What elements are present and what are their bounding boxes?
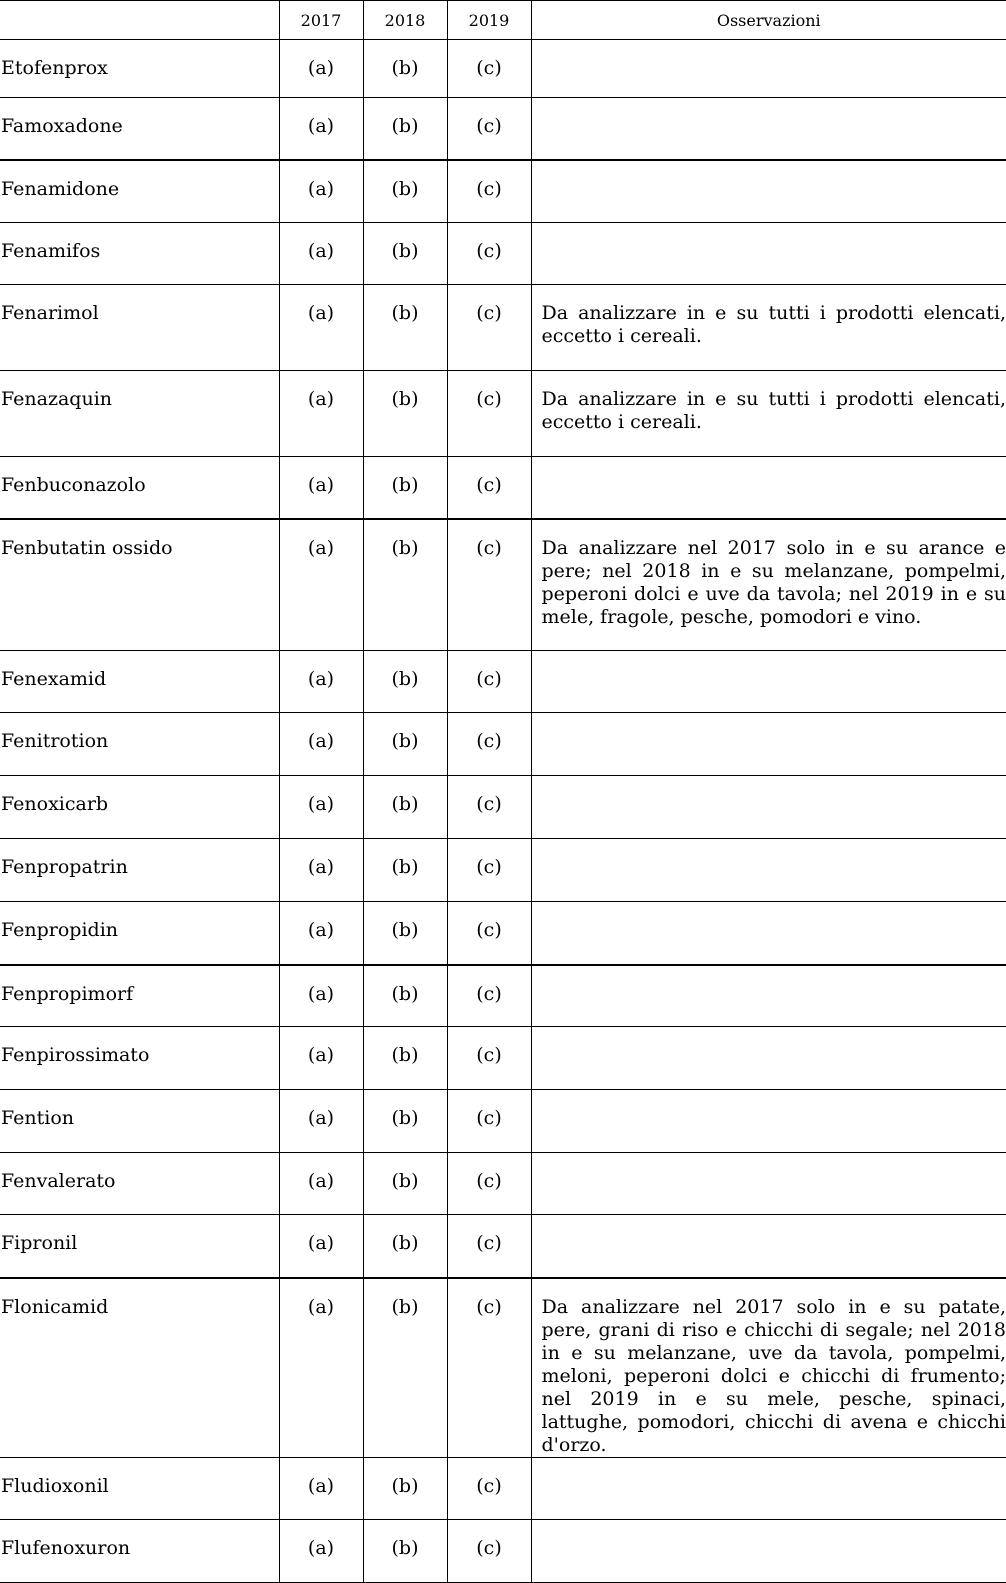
- observation-text: Da analizzare in e su tutti i prodotti elencati, eccetto i cereali.: [531, 285, 1006, 371]
- value-2018: (b): [363, 40, 447, 98]
- substance-name: Fention: [0, 1090, 279, 1153]
- value-2019: (c): [447, 160, 531, 223]
- observation-text: [531, 965, 1006, 1027]
- table-row: [0, 965, 1006, 1027]
- value-2018: (b): [363, 1153, 447, 1215]
- table-row: [0, 457, 1006, 519]
- value-2018: (b): [363, 371, 447, 457]
- value-2019: (c): [447, 40, 531, 98]
- value-2019: (c): [447, 1027, 531, 1090]
- substance-name: Fipronil: [0, 1215, 279, 1278]
- value-2018: (b): [363, 1519, 447, 1582]
- table-row: [0, 1215, 1006, 1278]
- header-year-2017: 2017: [279, 1, 363, 40]
- value-2017: (a): [279, 1519, 363, 1582]
- table-row: [0, 1457, 1006, 1519]
- value-2017: (a): [279, 223, 363, 285]
- value-2019: (c): [447, 1215, 531, 1278]
- table-row: [0, 98, 1006, 160]
- substance-name: Fenamifos: [0, 223, 279, 285]
- observation-text: Da analizzare nel 2017 solo in e su patate, pere, grani di riso e chicchi di segale; nel 2018 in e su melanzane, uve da tavola, pompelmi, meloni, peperoni dolci e chicchi di frumento; nel 2019 in e su mele, pesche, spinaci, lattughe, pomodori, chicchi di avena e chicchi d'orzo.: [531, 1278, 1006, 1458]
- substance-name: Fenexamid: [0, 651, 279, 713]
- substance-name: Fenvalerato: [0, 1153, 279, 1215]
- table-row: [0, 371, 1006, 457]
- observation-text: Da analizzare in e su tutti i prodotti elencati, eccetto i cereali.: [531, 371, 1006, 457]
- table-row: [0, 285, 1006, 371]
- value-2017: (a): [279, 457, 363, 519]
- substance-name: Flonicamid: [0, 1278, 279, 1458]
- table-row: [0, 651, 1006, 713]
- value-2019: (c): [447, 776, 531, 839]
- observation-text: [531, 1090, 1006, 1153]
- value-2017: (a): [279, 1153, 363, 1215]
- value-2019: (c): [447, 902, 531, 965]
- header-year-2018: 2018: [363, 1, 447, 40]
- value-2019: (c): [447, 1153, 531, 1215]
- value-2017: (a): [279, 965, 363, 1027]
- observation-text: [531, 1215, 1006, 1278]
- substance-name: Fenpirossimato: [0, 1027, 279, 1090]
- substance-name: Fenbuconazolo: [0, 457, 279, 519]
- value-2017: (a): [279, 160, 363, 223]
- substance-name: Fenazaquin: [0, 371, 279, 457]
- value-2017: (a): [279, 1278, 363, 1458]
- value-2017: (a): [279, 98, 363, 160]
- substance-name: Fenpropimorf: [0, 965, 279, 1027]
- table-row: [0, 839, 1006, 902]
- observation-text: [531, 98, 1006, 160]
- value-2019: (c): [447, 839, 531, 902]
- observation-text: [531, 1153, 1006, 1215]
- observation-text: [531, 776, 1006, 839]
- observation-text: [531, 1519, 1006, 1582]
- table-row: [0, 776, 1006, 839]
- value-2019: (c): [447, 651, 531, 713]
- table-row: [0, 1153, 1006, 1215]
- value-2017: (a): [279, 839, 363, 902]
- table-row: [0, 160, 1006, 223]
- observation-text: [531, 223, 1006, 285]
- value-2018: (b): [363, 519, 447, 651]
- value-2017: (a): [279, 1027, 363, 1090]
- value-2018: (b): [363, 839, 447, 902]
- header-row: [0, 1, 1006, 40]
- value-2018: (b): [363, 902, 447, 965]
- value-2019: (c): [447, 1090, 531, 1153]
- observation-text: Da analizzare nel 2017 solo in e su arance e pere; nel 2018 in e su melanzane, pompelmi, peperoni dolci e uve da tavola; nel 2019 in e su mele, fragole, pesche, pomodori e vino.: [531, 519, 1006, 651]
- table-row: [0, 1027, 1006, 1090]
- value-2019: (c): [447, 457, 531, 519]
- value-2019: (c): [447, 223, 531, 285]
- substance-name: Fenbutatin ossido: [0, 519, 279, 651]
- table-row: [0, 40, 1006, 98]
- substance-name: Fenpropidin: [0, 902, 279, 965]
- substance-name: Fenamidone: [0, 160, 279, 223]
- observation-text: [531, 160, 1006, 223]
- value-2017: (a): [279, 1215, 363, 1278]
- value-2019: (c): [447, 285, 531, 371]
- value-2019: (c): [447, 98, 531, 160]
- observation-text: [531, 713, 1006, 776]
- substance-name: Famoxadone: [0, 98, 279, 160]
- value-2019: (c): [447, 1519, 531, 1582]
- table-row: [0, 1519, 1006, 1582]
- value-2018: (b): [363, 457, 447, 519]
- value-2017: (a): [279, 713, 363, 776]
- value-2019: (c): [447, 1457, 531, 1519]
- substance-name: Etofenprox: [0, 40, 279, 98]
- header-observations: Osservazioni: [531, 1, 1006, 40]
- value-2017: (a): [279, 1457, 363, 1519]
- value-2017: (a): [279, 40, 363, 98]
- table-row: [0, 902, 1006, 965]
- observation-text: [531, 839, 1006, 902]
- substance-name: Flufenoxuron: [0, 1519, 279, 1582]
- value-2017: (a): [279, 776, 363, 839]
- observation-text: [531, 902, 1006, 965]
- value-2017: (a): [279, 651, 363, 713]
- observation-text: [531, 457, 1006, 519]
- observation-text: [531, 40, 1006, 98]
- value-2019: (c): [447, 519, 531, 651]
- value-2018: (b): [363, 160, 447, 223]
- value-2018: (b): [363, 1457, 447, 1519]
- value-2019: (c): [447, 713, 531, 776]
- value-2018: (b): [363, 1278, 447, 1458]
- value-2017: (a): [279, 902, 363, 965]
- substance-name: Fenpropatrin: [0, 839, 279, 902]
- table-row: [0, 713, 1006, 776]
- value-2018: (b): [363, 965, 447, 1027]
- value-2019: (c): [447, 371, 531, 457]
- value-2018: (b): [363, 98, 447, 160]
- substance-name: Fenitrotion: [0, 713, 279, 776]
- value-2017: (a): [279, 1090, 363, 1153]
- table-row: [0, 519, 1006, 651]
- substance-name: Fenarimol: [0, 285, 279, 371]
- observation-text: [531, 1457, 1006, 1519]
- table-row: [0, 1090, 1006, 1153]
- value-2018: (b): [363, 223, 447, 285]
- value-2018: (b): [363, 1027, 447, 1090]
- substance-name: Fludioxonil: [0, 1457, 279, 1519]
- value-2019: (c): [447, 1278, 531, 1458]
- value-2017: (a): [279, 371, 363, 457]
- observation-text: [531, 1027, 1006, 1090]
- value-2018: (b): [363, 1090, 447, 1153]
- value-2018: (b): [363, 651, 447, 713]
- value-2017: (a): [279, 519, 363, 651]
- value-2018: (b): [363, 285, 447, 371]
- value-2018: (b): [363, 1215, 447, 1278]
- header-year-2019: 2019: [447, 1, 531, 40]
- substance-name: Fenoxicarb: [0, 776, 279, 839]
- header-name: [0, 1, 279, 40]
- value-2018: (b): [363, 776, 447, 839]
- value-2018: (b): [363, 713, 447, 776]
- table-row: [0, 1278, 1006, 1458]
- value-2017: (a): [279, 285, 363, 371]
- observation-text: [531, 651, 1006, 713]
- value-2019: (c): [447, 965, 531, 1027]
- table-row: [0, 223, 1006, 285]
